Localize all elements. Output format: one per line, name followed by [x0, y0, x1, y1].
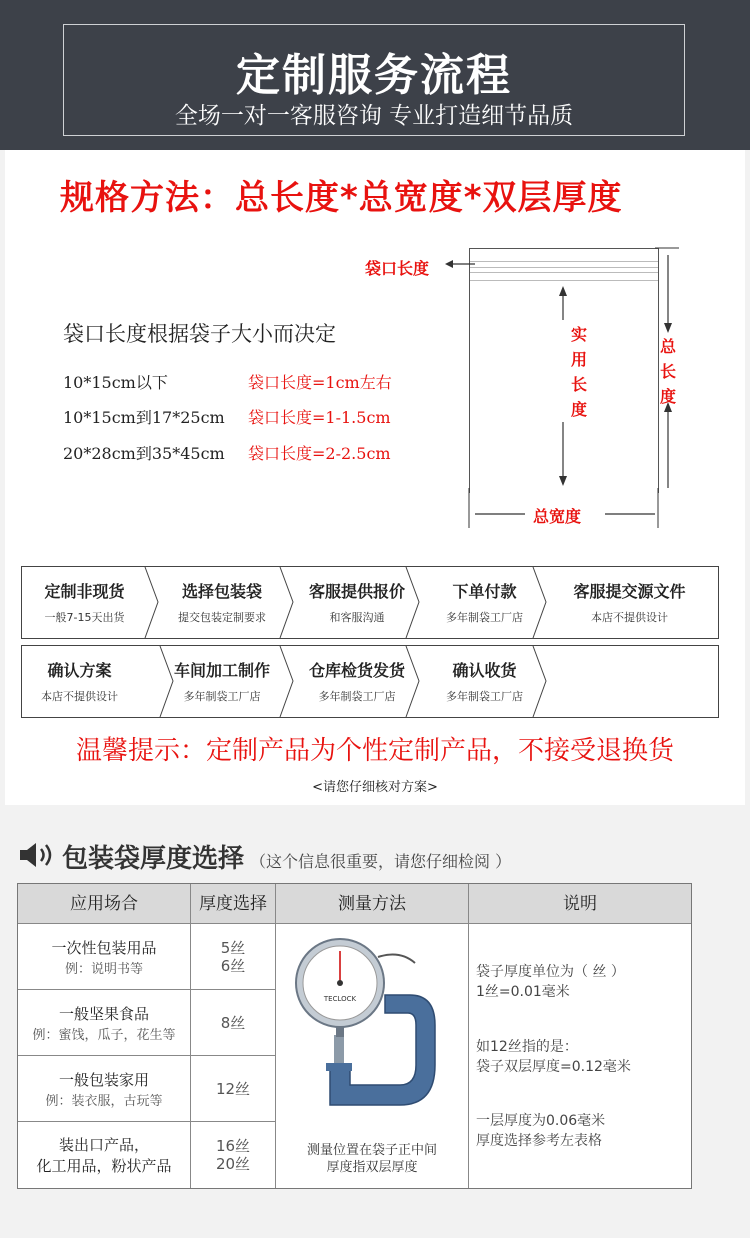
table-row-use: 一般坚果食品 例：蜜饯，瓜子，花生等: [18, 990, 191, 1056]
column-header: 厚度选择: [191, 884, 276, 924]
table-row-thickness: 8丝: [191, 990, 276, 1056]
table-row-use: 一般包装家用 例：装衣服，古玩等: [18, 1056, 191, 1122]
process-step: 客服提供报价 和客服沟通: [308, 582, 405, 624]
explanation-text: 袋子厚度单位为（ 丝 ） 1丝=0.01毫米: [476, 964, 625, 1000]
spec-panel: [5, 150, 745, 805]
process-step: 确认收货 多年制袋工厂店: [446, 661, 523, 703]
check-reminder: <请您仔细核对方案>: [312, 780, 438, 795]
table-row-thickness: 5丝 6丝: [191, 924, 276, 990]
table-row-thickness: 16丝 20丝: [191, 1122, 276, 1188]
mouth-length-label: 袋口长度: [365, 259, 430, 278]
table-row-use: 一次性包装用品 例：说明书等: [18, 924, 191, 990]
process-step: 客服提交源文件 本店不提供设计: [573, 582, 686, 624]
header-banner: [0, 0, 750, 150]
spec-row: 10*15cm以下 袋口长度=1cm左右: [63, 373, 392, 392]
speaker-icon: [18, 842, 58, 868]
explanation-text: 如12丝指的是： 袋子双层厚度=0.12毫米: [476, 1039, 631, 1075]
measure-caption: 测量位置在袋子正中间 厚度指双层厚度: [306, 1143, 437, 1175]
svg-text:TECLOCK: TECLOCK: [323, 995, 357, 1003]
header-frame: [63, 24, 685, 136]
process-row-2: [21, 645, 719, 718]
process-step: 仓库检货发货 多年制袋工厂店: [308, 661, 405, 703]
spec-title: 规格方法：总长度*总宽度*双层厚度: [60, 178, 623, 218]
page-subtitle: 全场一对一客服咨询 专业打造细节品质: [174, 103, 574, 129]
process-chevrons: [22, 646, 720, 717]
total-width-label: 总宽度: [533, 507, 582, 526]
usable-length-label: 实 用 长 度: [570, 325, 587, 419]
process-chevrons: [22, 567, 720, 638]
process-step: 确认方案 本店不提供设计: [41, 661, 118, 703]
process-step: 选择包装袋 提交包装定制要求: [178, 582, 266, 624]
table-row-use: 装出口产品， 化工用品，粉状产品: [18, 1122, 191, 1188]
column-header: 说明: [469, 884, 691, 924]
thickness-gauge-icon: [290, 935, 450, 1135]
spec-row: 10*15cm到17*25cm 袋口长度=1-1.5cm: [63, 408, 391, 427]
column-header: 测量方法: [276, 884, 469, 924]
thickness-section-title: 包装袋厚度选择 （这个信息很重要，请您仔细检阅 ）: [62, 844, 512, 874]
explanation-text: 一层厚度为0.06毫米 厚度选择参考左表格: [476, 1113, 606, 1149]
table-row-thickness: 12丝: [191, 1056, 276, 1122]
notice-text: 温馨提示：定制产品为个性定制产品，不接受退换货: [75, 736, 674, 766]
bag-dimension-arrows: [5, 150, 745, 550]
process-step: 下单付款 多年制袋工厂店: [446, 582, 523, 624]
process-row-1: [21, 566, 719, 639]
total-length-label: 总 长 度: [659, 337, 676, 406]
mouth-length-description: 袋口长度根据袋子大小而决定: [63, 322, 336, 346]
process-step: 车间加工制作 多年制袋工厂店: [173, 661, 270, 703]
column-header: 应用场合: [18, 884, 191, 924]
page-title: 定制服务流程: [236, 50, 512, 101]
spec-row: 20*28cm到35*45cm 袋口长度=2-2.5cm: [63, 444, 391, 463]
process-step: 定制非现货 一般7-15天出货: [44, 582, 125, 624]
